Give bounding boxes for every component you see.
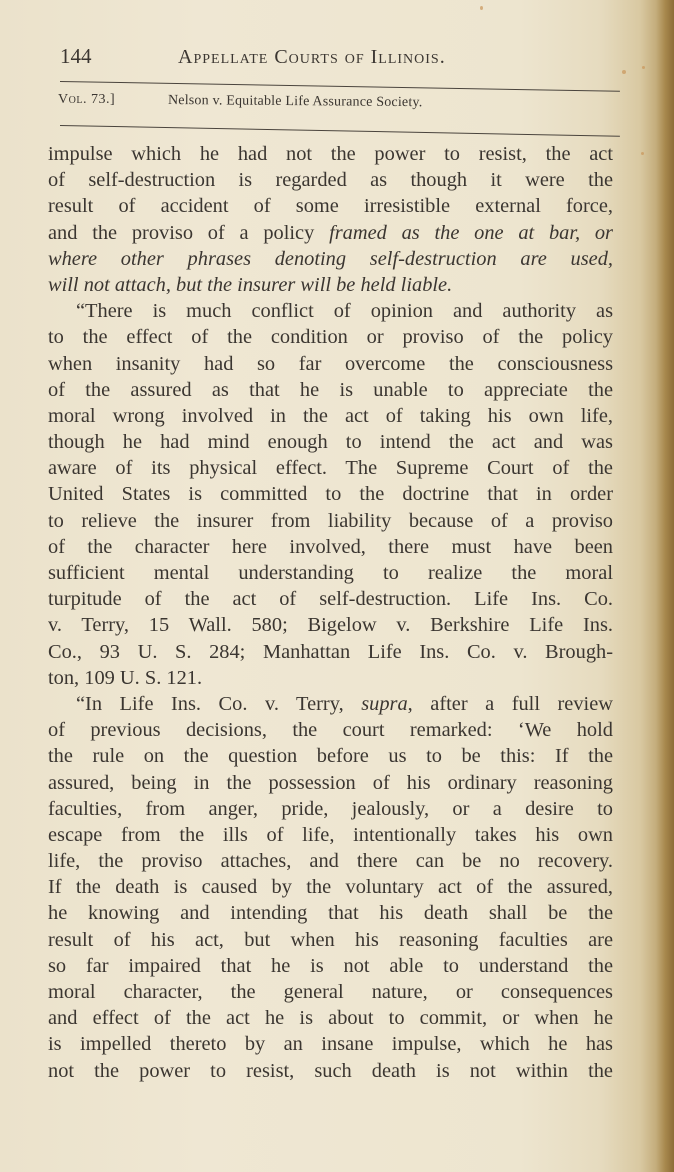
foxing-spot bbox=[642, 66, 645, 69]
text-run: the rule on the question before us to be this: If the bbox=[48, 745, 613, 768]
text-run: ton, 109 U. S. 121. bbox=[48, 666, 203, 689]
text-line bbox=[48, 351, 613, 377]
italic-text: framed as the one at bar, or bbox=[329, 221, 613, 244]
text-line bbox=[48, 220, 613, 246]
text-run: United States is committed to the doctrine that in order bbox=[48, 483, 613, 506]
text-line bbox=[48, 979, 613, 1005]
text-run: turpitude of the act of self-destruction. Life Ins. Co. bbox=[48, 588, 613, 611]
text-line bbox=[48, 796, 613, 822]
text-line bbox=[48, 272, 613, 298]
text-run: result of his act, but when his reasoning faculties are bbox=[48, 928, 613, 951]
foxing-spot bbox=[480, 6, 483, 10]
header-rule-top bbox=[60, 81, 620, 92]
text-line bbox=[48, 324, 613, 350]
text-line bbox=[48, 246, 613, 272]
italic-text: supra bbox=[361, 692, 408, 715]
case-title: Nelson v. Equitable Life Assurance Society. bbox=[167, 93, 423, 111]
text-run: when insanity had so far overcome the consciousness bbox=[48, 352, 613, 375]
text-run: of self-destruction is regarded as though it were the bbox=[48, 169, 613, 192]
text-line bbox=[48, 429, 613, 455]
text-line bbox=[48, 717, 613, 743]
text-run: moral character, the general nature, or consequences bbox=[48, 981, 613, 1003]
text-line bbox=[48, 193, 613, 219]
text-line bbox=[48, 665, 613, 691]
text-run: aware of its physical effect. The Supreme Court of the bbox=[48, 457, 613, 480]
text-run: though he had mind enough to intend the act and was bbox=[48, 431, 613, 454]
text-run: v. Terry, 15 Wall. 580; Bigelow v. Berkshire Life Ins. bbox=[48, 614, 613, 637]
text-run: , after a full review bbox=[407, 692, 613, 715]
text-line bbox=[48, 298, 613, 324]
text-run: of previous decisions, the court remarked: ‘We hold bbox=[48, 719, 613, 742]
text-line bbox=[48, 534, 613, 560]
text-line bbox=[48, 639, 613, 665]
text-run: escape from the ills of life, intentionally takes his own bbox=[48, 823, 613, 846]
text-run: so far impaired that he is not able to understand the bbox=[48, 954, 613, 977]
text-run: not the power to resist, such death is not within the bbox=[48, 1059, 613, 1082]
text-line bbox=[48, 927, 613, 953]
text-run: sufficient mental understanding to realize the moral bbox=[48, 562, 613, 584]
text-run: assured, being in the possession of his ordinary reasoning bbox=[48, 771, 613, 794]
text-run: of the assured as that he is unable to appreciate the bbox=[48, 378, 613, 401]
text-line bbox=[48, 874, 613, 900]
text-run: faculties, from anger, pride, jealously, or a desire to bbox=[48, 797, 613, 820]
text-run: he knowing and intending that his death shall be the bbox=[48, 902, 613, 925]
running-title: Appellate Courts of Illinois. bbox=[178, 46, 446, 68]
text-run: “In Life Ins. Co. v. Terry, bbox=[76, 692, 362, 715]
text-line bbox=[48, 770, 613, 796]
text-line bbox=[48, 403, 613, 429]
foxing-spot bbox=[622, 70, 626, 74]
case-heading bbox=[58, 92, 618, 116]
text-run: is impelled thereto by an insane impulse, which he has bbox=[48, 1033, 613, 1056]
text-line bbox=[48, 743, 613, 769]
text-line bbox=[48, 377, 613, 403]
text-line bbox=[48, 508, 613, 534]
text-line bbox=[48, 1031, 613, 1057]
body-text bbox=[48, 141, 616, 1084]
text-line bbox=[48, 848, 613, 874]
text-line bbox=[48, 900, 613, 926]
foxing-spot bbox=[641, 152, 644, 155]
text-run: to relieve the insurer from liability because of a proviso bbox=[48, 509, 613, 532]
italic-text: where other phrases denoting self-destruction are used, bbox=[48, 247, 613, 270]
text-run: and effect of the act he is about to commit, or when he bbox=[48, 1007, 613, 1030]
text-run: and the proviso of a policy bbox=[48, 221, 330, 244]
text-line bbox=[48, 586, 613, 612]
text-run: If the death is caused by the voluntary act of the assured, bbox=[48, 876, 613, 899]
running-head bbox=[60, 40, 600, 70]
page-number: 144 bbox=[60, 44, 92, 68]
text-line bbox=[48, 822, 613, 848]
text-run: to the effect of the condition or proviso of the policy bbox=[48, 326, 613, 349]
text-line bbox=[48, 691, 613, 717]
text-run: “There is much conflict of opinion and authority as bbox=[76, 300, 613, 323]
header-rule-bottom bbox=[60, 125, 620, 137]
text-line bbox=[48, 612, 613, 638]
italic-text: will not attach, but the insurer will be held liable. bbox=[48, 273, 453, 296]
text-run: impulse which he had not the power to resist, the act bbox=[48, 143, 613, 165]
text-line bbox=[48, 1058, 613, 1084]
text-run: moral wrong involved in the act of taking his own life, bbox=[48, 404, 613, 427]
text-line bbox=[48, 560, 613, 586]
text-line bbox=[48, 953, 613, 979]
text-line bbox=[48, 455, 613, 481]
text-line bbox=[48, 141, 613, 167]
text-run: of the character here involved, there must have been bbox=[48, 535, 613, 558]
text-run: result of accident of some irresistible external force, bbox=[48, 195, 613, 218]
volume-label: Vol. 73.] bbox=[58, 92, 116, 107]
text-line bbox=[48, 167, 613, 193]
text-run: life, the proviso attaches, and there can be no recovery. bbox=[48, 850, 613, 873]
text-line bbox=[48, 481, 613, 507]
text-run: Co., 93 U. S. 284; Manhattan Life Ins. Co. v. Brough- bbox=[48, 640, 613, 663]
text-line bbox=[48, 1005, 613, 1031]
